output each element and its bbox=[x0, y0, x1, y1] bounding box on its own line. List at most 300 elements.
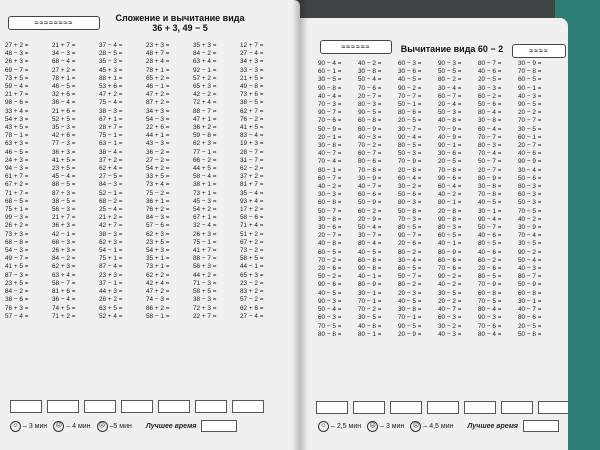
exercise-columns-right bbox=[318, 60, 558, 339]
exercise-item: 60 − 8 = bbox=[318, 199, 342, 207]
exercise-item: 63 − 1 = bbox=[99, 140, 123, 148]
exercise-item: 20 − 7 = bbox=[518, 142, 542, 150]
exercise-item: 41 + 5 = bbox=[52, 156, 76, 164]
exercise-item: 80 − 8 = bbox=[318, 330, 342, 338]
exercise-item: 30 − 9 = bbox=[358, 174, 382, 182]
exercise-item: 46 − 5 = bbox=[52, 83, 76, 91]
exercise-item: 58 + 5 = bbox=[193, 288, 217, 296]
exercise-item: 20 − 5 = bbox=[478, 76, 502, 84]
time-box[interactable] bbox=[538, 401, 568, 414]
exercise-item: 31 − 7 = bbox=[240, 156, 264, 164]
exercise-item: 20 − 3 = bbox=[398, 289, 422, 297]
exercise-item: 71 − 3 = bbox=[193, 279, 217, 287]
exercise-item: 35 + 3 = bbox=[193, 42, 217, 49]
exercise-item: 88 + 1 = bbox=[99, 74, 123, 82]
exercise-item: 84 − 3 = bbox=[99, 181, 123, 189]
exercise-item: 62 + 3 = bbox=[52, 263, 76, 271]
exercise-item: 30 − 6 = bbox=[438, 150, 462, 158]
exercise-item: 67 + 2 = bbox=[5, 181, 29, 189]
decorative-banner-left: ≈≈≈≈≈≈≈≈ bbox=[8, 16, 100, 30]
time-box[interactable] bbox=[464, 401, 496, 414]
exercise-item: 70 − 8 = bbox=[518, 68, 542, 76]
exercise-item: 49 − 8 = bbox=[240, 83, 264, 91]
exercise-item: 40 − 8 = bbox=[318, 240, 342, 248]
exercise-item: 46 − 5 = bbox=[5, 148, 29, 156]
exercise-item: 60 − 1 = bbox=[518, 133, 542, 141]
exercise-item: 22 + 6 = bbox=[146, 124, 170, 132]
exercise-column bbox=[438, 60, 478, 339]
exercise-item: 62 + 4 = bbox=[99, 165, 123, 173]
exercise-item: 73 + 6 = bbox=[240, 91, 264, 99]
exercise-item: 80 − 9 = bbox=[478, 174, 502, 182]
exercise-item: 38 − 3 = bbox=[99, 107, 123, 115]
exercise-item: 80 − 6 = bbox=[358, 158, 382, 166]
exercise-item: 56 + 3 = bbox=[193, 263, 217, 271]
right-page bbox=[300, 18, 568, 450]
exercise-item: 35 − 4 = bbox=[240, 189, 264, 197]
exercise-item: 90 − 5 = bbox=[398, 322, 422, 330]
exercise-item: 77 − 3 = bbox=[52, 140, 76, 148]
exercise-item: 30 − 5 = bbox=[518, 125, 542, 133]
exercise-item: 75 − 2 = bbox=[146, 189, 170, 197]
exercise-item: 20 − 6 = bbox=[398, 240, 422, 248]
exercise-item: 35 + 1 = bbox=[146, 255, 170, 263]
exercise-item: 35 − 3 = bbox=[99, 58, 123, 66]
exercise-item: 42 + 4 = bbox=[146, 279, 170, 287]
exercise-item: 40 − 3 = bbox=[358, 133, 382, 141]
exercise-item: 78 − 1 = bbox=[5, 132, 29, 140]
exercise-item: 47 + 2 = bbox=[99, 91, 123, 99]
exercise-item: 60 − 3 = bbox=[318, 314, 342, 322]
exercise-item: 78 + 1 = bbox=[146, 66, 170, 74]
exercise-item: 40 − 5 = bbox=[398, 76, 422, 84]
exercise-item: 50 − 7 = bbox=[398, 273, 422, 281]
time-box[interactable] bbox=[427, 401, 459, 414]
exercise-item: 40 − 2 = bbox=[318, 183, 342, 191]
exercise-item: 78 + 1 = bbox=[52, 74, 76, 82]
smiley-icon: ☺ bbox=[318, 421, 329, 432]
exercise-item: 54 − 1 = bbox=[99, 247, 123, 255]
exercise-item: 90 − 4 = bbox=[318, 60, 342, 67]
time-box[interactable] bbox=[390, 401, 422, 414]
best-time-label: Лучшее время bbox=[145, 422, 197, 430]
exercise-item: 30 − 4 = bbox=[518, 166, 542, 174]
time-legend-left bbox=[4, 420, 237, 432]
exercise-item: 67 + 2 = bbox=[240, 238, 264, 246]
exercise-item: 60 − 8 = bbox=[358, 256, 382, 264]
exercise-item: 70 − 2 = bbox=[358, 306, 382, 314]
exercise-item: 27 + 2 = bbox=[52, 66, 76, 74]
exercise-item: 50 − 9 = bbox=[518, 281, 542, 289]
exercise-item: 62 + 6 = bbox=[240, 304, 264, 312]
exercise-item: 57 − 6 = bbox=[146, 222, 170, 230]
exercise-item: 90 − 8 = bbox=[358, 265, 382, 273]
exercise-item: 87 − 4 = bbox=[99, 263, 123, 271]
exercise-item: 40 − 5 = bbox=[398, 297, 422, 305]
exercise-item: 50 − 9 = bbox=[318, 125, 342, 133]
exercise-item: 28 − 7 = bbox=[240, 148, 264, 156]
exercise-item: 54 + 3 = bbox=[146, 247, 170, 255]
exercise-item: 48 − 3 = bbox=[5, 50, 29, 58]
exercise-item: 30 − 2 = bbox=[398, 183, 422, 191]
exercise-item: 90 − 5 = bbox=[518, 101, 542, 109]
exercise-item: 40 − 3 = bbox=[438, 330, 462, 338]
exercise-item: 50 − 5 = bbox=[438, 68, 462, 76]
exercise-item: 70 − 9 = bbox=[398, 158, 422, 166]
exercise-item: 60 − 8 = bbox=[518, 289, 542, 297]
exercise-column bbox=[99, 42, 146, 321]
exercise-item: 70 − 5 = bbox=[478, 297, 502, 305]
exercise-item: 50 − 3 = bbox=[518, 199, 542, 207]
exercise-item: 20 − 8 = bbox=[398, 166, 422, 174]
time-box[interactable] bbox=[47, 400, 79, 413]
exercise-item: 40 − 5 = bbox=[318, 289, 342, 297]
exercise-item: 75 + 1 = bbox=[99, 255, 123, 263]
exercise-item: 65 + 3 = bbox=[240, 271, 264, 279]
exercise-item: 30 − 3 = bbox=[318, 191, 342, 199]
exercise-item: 54 − 3 = bbox=[5, 247, 29, 255]
best-time-label: Лучшее время bbox=[467, 422, 519, 430]
exercise-item: 80 − 4 = bbox=[478, 330, 502, 338]
exercise-item: 80 − 6 = bbox=[518, 314, 542, 322]
exercise-item: 70 − 4 = bbox=[318, 158, 342, 166]
exercise-column bbox=[358, 60, 398, 339]
exercise-item: 40 − 7 = bbox=[318, 150, 342, 158]
exercise-item: 70 − 6 = bbox=[478, 322, 502, 330]
exercise-column bbox=[193, 42, 240, 321]
exercise-item: 90 − 3 = bbox=[478, 314, 502, 322]
title-line-1: Сложение и вычитание вида bbox=[115, 13, 245, 23]
exercise-item: 50 − 3 = bbox=[438, 109, 462, 117]
exercise-item: 58 + 5 = bbox=[240, 255, 264, 263]
decorative-banner-right-2: ≈≈≈≈ bbox=[512, 44, 566, 58]
exercise-item: 50 − 7 = bbox=[318, 207, 342, 215]
exercise-item: 60 − 2 = bbox=[478, 92, 502, 100]
exercise-item: 30 − 8 = bbox=[478, 117, 502, 125]
exercise-item: 73 + 5 = bbox=[5, 74, 29, 82]
exercise-item: 23 + 3 = bbox=[146, 42, 170, 49]
exercise-item: 90 − 6 = bbox=[438, 174, 462, 182]
exercise-item: 58 − 4 = bbox=[193, 173, 217, 181]
exercise-item: 90 − 7 = bbox=[318, 109, 342, 117]
answer-boxes-right bbox=[316, 401, 568, 414]
exercise-item: 90 − 9 = bbox=[518, 158, 542, 166]
exercise-item: 60 − 3 = bbox=[398, 60, 422, 67]
exercise-item: 50 − 3 = bbox=[398, 150, 422, 158]
exercise-item: 46 − 1 = bbox=[146, 83, 170, 91]
exercise-item: 54 − 3 = bbox=[146, 115, 170, 123]
exercise-item: 90 − 3 = bbox=[318, 297, 342, 305]
exercise-item: 30 − 9 = bbox=[518, 60, 542, 67]
exercise-item: 23 + 5 = bbox=[52, 165, 76, 173]
exercise-item: 80 − 3 = bbox=[358, 101, 382, 109]
exercise-item: 35 − 3 = bbox=[52, 124, 76, 132]
answer-boxes-left bbox=[10, 400, 269, 413]
time-legend-right bbox=[312, 420, 559, 432]
exercise-item: 38 − 3 = bbox=[193, 296, 217, 304]
exercise-item: 90 − 4 = bbox=[398, 133, 422, 141]
exercise-item: 93 + 4 = bbox=[240, 197, 264, 205]
exercise-item: 44 + 2 = bbox=[193, 271, 217, 279]
exercise-item: 94 − 3 = bbox=[5, 165, 29, 173]
exercise-item: 70 − 2 = bbox=[318, 256, 342, 264]
exercise-item: 58 − 7 = bbox=[52, 279, 76, 287]
exercise-item: 98 − 6 = bbox=[5, 99, 29, 107]
exercise-item: 76 + 2 = bbox=[146, 206, 170, 214]
exercise-item: 43 + 5 = bbox=[5, 124, 29, 132]
time-box[interactable] bbox=[316, 401, 348, 414]
exercise-item: 68 − 3 = bbox=[52, 238, 76, 246]
exercise-item: 38 − 5 = bbox=[240, 99, 264, 107]
exercise-item: 90 − 4 = bbox=[478, 215, 502, 223]
exercise-item: 62 + 3 = bbox=[146, 230, 170, 238]
time-box[interactable] bbox=[10, 400, 42, 413]
exercise-item: 60 − 9 = bbox=[358, 125, 382, 133]
exercise-item: 48 + 7 = bbox=[146, 50, 170, 58]
exercise-item: 67 + 1 = bbox=[193, 214, 217, 222]
time-box[interactable] bbox=[158, 400, 190, 413]
exercise-item: 80 − 9 = bbox=[438, 248, 462, 256]
exercise-item: 40 − 6 = bbox=[478, 248, 502, 256]
exercise-item: 80 − 7 = bbox=[478, 60, 502, 67]
exercise-item: 70 − 1 = bbox=[398, 314, 422, 322]
exercise-item: 40 − 7 = bbox=[358, 183, 382, 191]
exercise-item: 41 + 7 = bbox=[193, 247, 217, 255]
exercise-item: 38 − 3 = bbox=[99, 230, 123, 238]
exercise-item: 37 − 1 = bbox=[99, 279, 123, 287]
exercise-item: 73 + 1 = bbox=[193, 189, 217, 197]
exercise-item: 36 − 2 = bbox=[146, 148, 170, 156]
exercise-item: 65 + 3 = bbox=[193, 83, 217, 91]
exercise-item: 70 − 8 = bbox=[438, 166, 462, 174]
exercise-item: 70 − 9 = bbox=[478, 281, 502, 289]
exercise-item: 20 − 7 = bbox=[318, 232, 342, 240]
exercise-item: 40 − 1 = bbox=[438, 240, 462, 248]
exercise-item: 80 − 5 = bbox=[398, 142, 422, 150]
exercise-item: 75 − 4 = bbox=[99, 99, 123, 107]
exercise-item: 42 + 6 = bbox=[52, 132, 76, 140]
exercise-item: 80 − 5 = bbox=[398, 224, 422, 232]
exercise-item: 40 − 4 = bbox=[318, 92, 342, 100]
exercise-item: 41 + 5 = bbox=[5, 263, 29, 271]
exercise-item: 37 − 4 = bbox=[99, 42, 123, 49]
exercise-item: 57 − 4 = bbox=[5, 312, 29, 320]
exercise-item: 62 − 2 = bbox=[240, 165, 264, 173]
exercise-item: 60 − 5 = bbox=[398, 265, 422, 273]
exercise-item: 20 − 9 = bbox=[358, 215, 382, 223]
exercise-item: 60 − 7 = bbox=[358, 150, 382, 158]
exercise-item: 33 + 5 = bbox=[146, 173, 170, 181]
exercise-item: 49 − 7 = bbox=[5, 255, 29, 263]
exercise-item: 68 − 2 = bbox=[99, 197, 123, 205]
exercise-item: 20 − 7 = bbox=[478, 166, 502, 174]
exercise-item: 44 + 5 = bbox=[193, 165, 217, 173]
exercise-item: 83 + 2 = bbox=[240, 288, 264, 296]
exercise-column bbox=[318, 60, 358, 339]
exercise-item: 80 − 3 = bbox=[438, 224, 462, 232]
exercise-item: 26 + 2 = bbox=[5, 222, 29, 230]
exercise-item: 60 − 3 = bbox=[438, 314, 462, 322]
exercise-item: 90 − 7 = bbox=[398, 232, 422, 240]
time-box[interactable] bbox=[121, 400, 153, 413]
exercise-item: 60 − 3 = bbox=[518, 191, 542, 199]
exercise-item: 59 − 4 = bbox=[5, 83, 29, 91]
exercise-item: 50 − 8 = bbox=[518, 330, 542, 338]
exercise-item: 40 − 9 = bbox=[438, 133, 462, 141]
exercise-item: 45 − 3 = bbox=[193, 197, 217, 205]
exercise-columns-left bbox=[5, 42, 287, 321]
exercise-item: 80 − 1 = bbox=[318, 166, 342, 174]
exercise-item: 70 − 1 = bbox=[358, 297, 382, 305]
exercise-item: 23 + 3 = bbox=[99, 271, 123, 279]
exercise-item: 71 + 4 = bbox=[240, 222, 264, 230]
exercise-item: 92 − 1 = bbox=[193, 66, 217, 74]
exercise-item: 87 + 2 = bbox=[146, 99, 170, 107]
exercise-item: 32 − 4 = bbox=[193, 222, 217, 230]
exercise-item: 28 + 7 = bbox=[99, 124, 123, 132]
exercise-item: 34 + 3 = bbox=[146, 107, 170, 115]
exercise-item: 80 − 7 = bbox=[518, 273, 542, 281]
time-box[interactable] bbox=[353, 401, 385, 414]
exercise-item: 80 − 1 = bbox=[358, 330, 382, 338]
book-gutter bbox=[292, 0, 308, 450]
exercise-item: 40 − 2 = bbox=[358, 60, 382, 67]
exercise-item: 36 + 3 = bbox=[52, 148, 76, 156]
exercise-item: 27 − 4 = bbox=[240, 50, 264, 58]
legend-label: – 4,5 мин bbox=[423, 422, 454, 430]
title-line-2: 36 + 3, 49 − 5 bbox=[152, 23, 208, 33]
exercise-item: 20 − 6 = bbox=[478, 265, 502, 273]
best-time-box[interactable] bbox=[523, 420, 559, 432]
exercise-item: 20 − 9 = bbox=[398, 330, 422, 338]
exercise-item: 71 + 2 = bbox=[52, 312, 76, 320]
exercise-item: 99 − 3 = bbox=[5, 214, 29, 222]
exercise-item: 20 − 5 = bbox=[438, 158, 462, 166]
exercise-item: 50 − 9 = bbox=[358, 199, 382, 207]
exercise-item: 57 + 2 = bbox=[193, 74, 217, 82]
exercise-item: 40 − 7 = bbox=[438, 306, 462, 314]
exercise-item: 30 − 9 = bbox=[518, 224, 542, 232]
exercise-item: 42 − 1 = bbox=[52, 230, 76, 238]
exercise-item: 63 + 4 = bbox=[193, 58, 217, 66]
time-box[interactable] bbox=[501, 401, 533, 414]
exercise-item: 40 − 2 = bbox=[438, 191, 462, 199]
exercise-column bbox=[240, 42, 287, 321]
exercise-item: 36 + 3 = bbox=[52, 222, 76, 230]
exercise-item: 80 − 1 = bbox=[438, 199, 462, 207]
exercise-item: 72 + 3 = bbox=[193, 304, 217, 312]
smiley-icon: ☹ bbox=[53, 421, 64, 432]
smiley-icon: ☹ bbox=[367, 421, 378, 432]
exercise-item: 60 − 7 = bbox=[318, 174, 342, 182]
exercise-item: 70 − 7 = bbox=[478, 133, 502, 141]
exercise-item: 40 − 6 = bbox=[478, 68, 502, 76]
exercise-item: 30 − 1 = bbox=[478, 207, 502, 215]
exercise-item: 60 − 2 = bbox=[478, 256, 502, 264]
legend-label: – 2,5 мин bbox=[331, 422, 362, 430]
exercise-item: 30 − 4 = bbox=[398, 256, 422, 264]
exercise-item: 28 − 5 = bbox=[99, 50, 123, 58]
exercise-item: 44 + 3 = bbox=[99, 288, 123, 296]
exercise-item: 81 + 7 = bbox=[240, 181, 264, 189]
time-box[interactable] bbox=[232, 400, 264, 413]
exercise-item: 61 + 7 = bbox=[5, 173, 29, 181]
exercise-item: 40 − 5 = bbox=[478, 199, 502, 207]
exercise-item: 41 + 5 = bbox=[240, 124, 264, 132]
exercise-item: 80 − 2 = bbox=[398, 248, 422, 256]
exercise-item: 36 + 2 = bbox=[193, 124, 217, 132]
exercise-item: 50 − 6 = bbox=[518, 174, 542, 182]
exercise-item: 30 − 6 = bbox=[318, 224, 342, 232]
exercise-item: 87 + 3 = bbox=[52, 189, 76, 197]
exercise-item: 30 − 8 = bbox=[398, 306, 422, 314]
best-time-box[interactable] bbox=[201, 420, 237, 432]
exercise-item: 30 − 8 = bbox=[318, 215, 342, 223]
exercise-item: 27 − 2 = bbox=[146, 156, 170, 164]
time-box[interactable] bbox=[195, 400, 227, 413]
decorative-banner-right-1: ≈≈≈≈≈≈ bbox=[320, 40, 392, 54]
exercise-item: 73 + 1 = bbox=[146, 263, 170, 271]
exercise-item: 40 − 6 = bbox=[478, 232, 502, 240]
exercise-item: 90 − 2 = bbox=[518, 248, 542, 256]
exercise-item: 88 − 5 = bbox=[52, 181, 76, 189]
smiley-icon: ☹ bbox=[97, 421, 108, 432]
exercise-item: 70 − 8 = bbox=[478, 191, 502, 199]
exercise-item: 37 + 2 = bbox=[240, 173, 264, 181]
exercise-item: 40 − 7 = bbox=[518, 306, 542, 314]
exercise-item: 30 − 5 = bbox=[358, 314, 382, 322]
exercise-item: 60 − 7 = bbox=[438, 92, 462, 100]
exercise-item: 20 − 5 = bbox=[398, 117, 422, 125]
exercise-item: 70 − 5 = bbox=[318, 322, 342, 330]
exercise-item: 19 + 3 = bbox=[240, 140, 264, 148]
exercise-item: 43 − 3 = bbox=[146, 140, 170, 148]
exercise-item: 54 + 2 = bbox=[146, 165, 170, 173]
exercise-item: 63 + 5 = bbox=[99, 304, 123, 312]
exercise-item: 62 + 3 = bbox=[193, 140, 217, 148]
exercise-item: 66 − 2 = bbox=[193, 156, 217, 164]
exercise-item: 80 − 4 = bbox=[358, 240, 382, 248]
exercise-item: 56 − 3 = bbox=[52, 206, 76, 214]
exercise-item: 62 + 7 = bbox=[240, 107, 264, 115]
exercise-item: 54 + 3 = bbox=[5, 115, 29, 123]
smiley-icon: ☺ bbox=[10, 421, 21, 432]
exercise-item: 21 + 6 = bbox=[52, 107, 76, 115]
exercise-item: 30 − 4 = bbox=[438, 84, 462, 92]
exercise-item: 23 + 5 = bbox=[146, 238, 170, 246]
exercise-item: 87 − 3 = bbox=[5, 271, 29, 279]
exercise-item: 26 + 3 = bbox=[193, 230, 217, 238]
exercise-item: 30 − 3 = bbox=[478, 84, 502, 92]
exercise-item: 25 − 4 = bbox=[99, 206, 123, 214]
exercise-item: 27 − 4 = bbox=[240, 312, 264, 320]
exercise-item: 80 − 4 = bbox=[478, 109, 502, 117]
exercise-item: 60 − 5 = bbox=[518, 76, 542, 84]
time-box[interactable] bbox=[84, 400, 116, 413]
exercise-item: 77 − 1 = bbox=[193, 148, 217, 156]
exercise-item: 73 − 2 = bbox=[240, 247, 264, 255]
exercise-item: 40 − 2 = bbox=[438, 281, 462, 289]
exercise-item: 30 − 7 = bbox=[358, 232, 382, 240]
title-line: Вычитание вида 60 − 2 bbox=[400, 44, 504, 54]
exercise-item: 30 − 5 = bbox=[318, 76, 342, 84]
exercise-item: 32 + 6 = bbox=[52, 91, 76, 99]
exercise-item: 40 − 8 = bbox=[438, 117, 462, 125]
exercise-item: 57 − 2 = bbox=[240, 296, 264, 304]
exercise-item: 30 − 7 = bbox=[398, 125, 422, 133]
exercise-item: 30 − 8 = bbox=[478, 183, 502, 191]
exercise-item: 70 − 8 = bbox=[358, 166, 382, 174]
